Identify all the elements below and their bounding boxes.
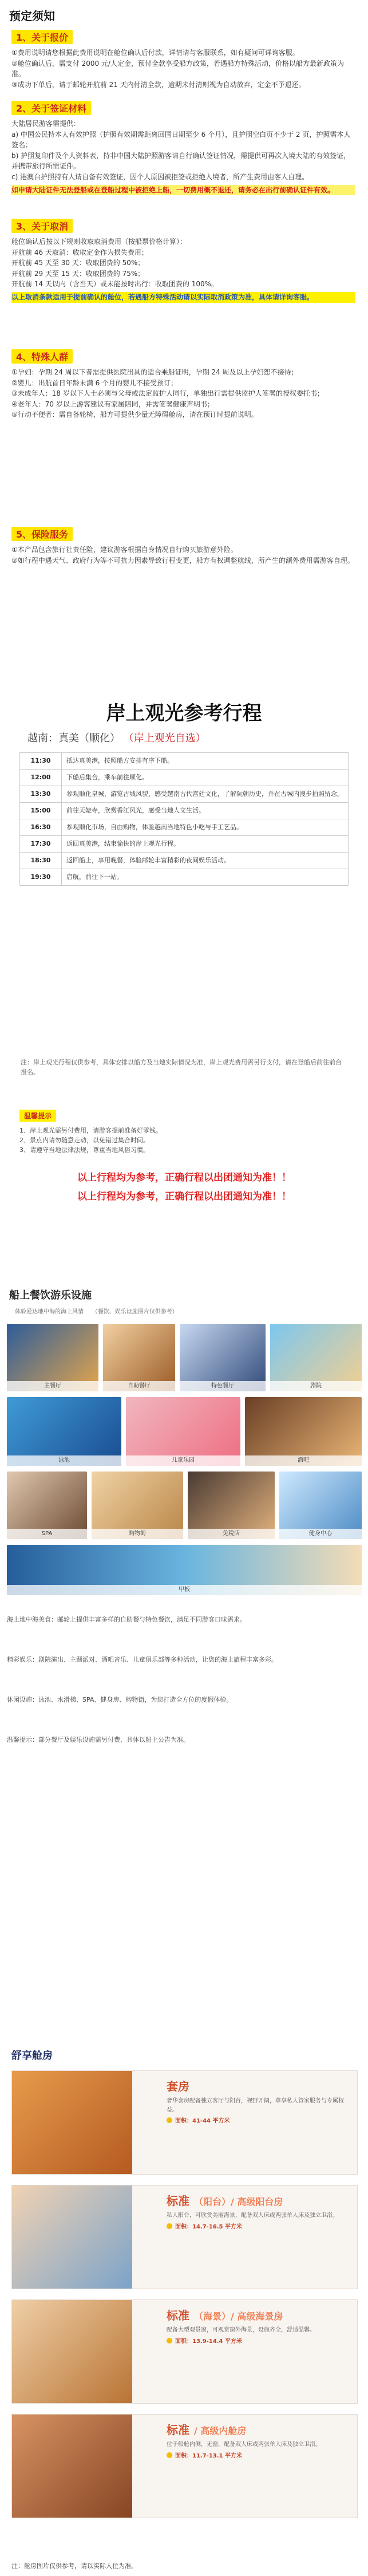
room-name [167,2421,352,2439]
room-text [167,2078,352,2126]
room-description: 私人阳台，可欣赏美丽海景，配备双人床或两张单人床及独立卫浴。 [167,2212,338,2219]
room-name [167,2192,352,2210]
notice-section-label: 3、关于取消 [11,219,73,233]
room-size-text: 面积：14.7-16.5 平方米 [175,2223,242,2230]
room-text [167,2421,352,2460]
itinerary-text: 返回真美港，结束愉快的岸上观光行程。 [62,835,349,852]
size-icon [167,2117,172,2123]
room-photo [12,2415,132,2518]
notice-paragraph: 开航前 29 天至 15 天：收取团费的 75%； [11,269,145,278]
itinerary-subtitle [27,730,206,745]
notice-section-1 [11,30,355,90]
room-name-suffix: （海景）/ 高级海景房 [194,2311,283,2322]
facility-photo-label: 主餐厅 [7,1381,98,1391]
facility-photo-label: SPA [7,1529,87,1539]
notice-paragraph: 开航前 45 天至 30 天：收取团费的 50%； [11,259,145,267]
tip-label: 温馨提示 [19,1110,56,1122]
facilities-subtitle-small: （餐饮、娱乐设施图片仅供参考） [92,1309,178,1315]
room-name-main: 标准 [167,2309,189,2322]
room-name [167,2078,352,2096]
itinerary-row [20,753,349,770]
itinerary-time: 11:30 [20,753,62,770]
itinerary-text: 下船后集合，乘车前往顺化。 [62,769,349,786]
size-icon [167,2338,172,2344]
notice-section-label: 1、关于报价 [11,30,73,44]
facility-photo [7,1324,98,1391]
facility-photo-label: 剧院 [270,1381,362,1391]
tip-item: 1、岸上观光需另付费用，请游客提前准备好零钱。 [19,1127,162,1134]
itinerary-row [20,769,349,786]
itinerary-row [20,802,349,819]
facility-photo-label: 儿童乐园 [126,1455,240,1466]
facility-photo [180,1324,266,1391]
room-card [11,2185,358,2289]
notice-paragraph: ⑤行动不便者：需自备轮椅，船方可提供少量无障碍舱房，请在预订时提前说明。 [11,411,258,419]
itinerary-row [20,819,349,835]
room-photo [12,2300,132,2403]
itinerary-time: 13:30 [20,786,62,802]
room-name-suffix: / 高级内舱房 [194,2425,247,2436]
itinerary-time: 18:30 [20,852,62,869]
facility-photo-label: 健身中心 [279,1529,362,1539]
tip-list [19,1126,349,1155]
facility-photo-label: 自助餐厅 [103,1381,175,1391]
room-card [11,2070,358,2175]
notice-paragraph: ③成功下单后，请于邮轮开航前 21 天内付清全款，逾期未付清则视为自动放弃，定金不予退还。 [11,80,306,89]
facility-photo [188,1472,275,1539]
notice-paragraph: 大陆居民游客需提供： [11,120,81,128]
facility-photo-label: 免税店 [188,1529,275,1539]
notice-paragraph: ①孕妇：孕期 24 周以下者需提供医院出具的适合乘船证明，孕期 24 周及以上孕妇恕不接待； [11,368,298,376]
notice-paragraph: ②如行程中遇天气、政府行为等不可抗力因素导致行程变更，船方有权调整航线，所产生的额外费用需游客自理。 [11,556,354,565]
notice-paragraph: 开航前 14 天以内（含当天）或未能按时出行：收取团费的 100%。 [11,280,219,289]
room-name [167,2307,352,2325]
facilities-paragraph: 温馨提示：部分餐厅及娱乐设施需另付费，具体以船上公告为准。 [7,1736,189,1743]
room-size [167,2452,352,2461]
notice-section-2 [11,101,355,195]
itinerary-text: 启航，前往下一站。 [62,869,349,885]
facility-photo [92,1472,183,1539]
room-name-main: 套房 [167,2080,189,2093]
booking-notice [0,0,368,676]
facilities-paragraph: 海上地中海美食：邮轮上提供丰富多样的自助餐与特色餐饮，满足不同游客口味需求。 [7,1616,246,1623]
room-description: 配备大型观景窗，可观赏窗外海景，设施齐全，舒适温馨。 [167,2327,315,2333]
room-size-text: 面积：11.7-13.1 平方米 [175,2452,242,2459]
notice-paragraph: a) 中国公民持本人有效护照（护照有效期需距离回国日期至少 6 个月），且护照空白页不少于 2 页，护照需本人签名； [11,130,351,149]
itinerary-text: 前往天姥寺，欣赏香江风光，感受当地人文生活。 [62,802,349,819]
facility-photo-label: 购物街 [92,1529,183,1539]
itinerary-title: 岸上观光参考行程 [106,702,262,725]
facilities-subtitle [9,1305,178,1316]
notice-section-label: 2、关于签证材料 [11,101,91,115]
facility-photo-label: 特色餐厅 [180,1381,266,1391]
notice-paragraph: c) 港澳台护照持有人请自备有效签证，因个人原因被拒签或拒绝入境者，所产生费用由客人自理。 [11,172,309,181]
itinerary-time: 12:00 [20,769,62,786]
notice-paragraph: 舱位确认后按以下规则收取取消费用（按船票价格计算）： [11,238,187,246]
notice-paragraph: ①本产品包含旅行社责任险，建议游客根据自身情况自行购买旅游意外险。 [11,546,238,554]
itinerary-warning: 以上行程均为参考，正确行程以出团通知为准！！ [77,1191,291,1202]
facility-photo [279,1472,362,1539]
facility-photo [126,1397,240,1466]
room-size [167,2223,352,2232]
rooms-title: 舒享舱房 [11,2050,53,2062]
room-size-text: 面积：41-44 平方米 [175,2118,230,2124]
notice-paragraph: ③未成年人：18 岁以下人士必须与父母或法定监护人同行，单独出行需提供监护人签署的授权委托书； [11,389,324,398]
notice-paragraph: 开航前 46 天取消：收取定金作为损失费用； [11,248,148,257]
facilities-paragraph: 精彩娱乐：剧院演出、主题派对、酒吧音乐、儿童俱乐部等多种活动，让您的海上旅程丰富多彩。 [7,1656,278,1663]
notice-section-label: 5、保险服务 [11,527,73,541]
facility-photo [7,1545,362,1595]
room-photo [12,2186,132,2289]
room-card [11,2414,358,2518]
room-description: 位于船舱内侧，无窗，配备双人床或两张单人床及独立卫浴。 [167,2441,321,2448]
itinerary-text: 抵达真美港，按照船方安排有序下船。 [62,753,349,770]
facility-photo-label: 泳池 [7,1455,121,1466]
notice-paragraph: ②婴儿：出航首日年龄未满 6 个月的婴儿不接受预订； [11,378,178,387]
size-icon [167,2223,172,2229]
itinerary-time: 16:30 [20,819,62,835]
notice-section-label: 4、特殊人群 [11,349,73,364]
itinerary-tag: （岸上观光自选） [123,732,206,744]
itinerary-city: 越南：真美（顺化） [27,732,120,744]
notice-paragraph: b) 护照复印件及个人资料表，持非中国大陆护照游客请自行确认签证情况，需提供可再次入境大陆的有效签证，并携带旅行所需证件。 [11,151,351,171]
itinerary-text: 参观顺化市场，自由购物，体验越南当地特色小吃与手工艺品。 [62,819,349,835]
facilities-title: 船上餐饮游乐设施 [9,1289,92,1301]
itinerary-table [19,752,349,886]
itinerary-row [20,835,349,852]
itinerary-text: 参观顺化皇城，游览古城风貌，感受越南古代宫廷文化，了解阮朝历史，并在古城内漫步拍照留念。 [62,786,349,802]
notice-title: 预定须知 [9,9,55,23]
notice-paragraph: ④老年人：70 岁以上游客建议有家属陪同，并需签署健康声明书； [11,400,214,408]
facility-photo [7,1472,87,1539]
rooms-footer-note: 注：舱房图片仅供参考，请以实际入住为准。 [11,2562,137,2570]
itinerary-note: 注：岸上观光行程仅供参考，具体安排以船方及当地实际情况为准，岸上观光费用需另行支付，请在登船后前往前台报名。 [21,1059,342,1076]
room-text [167,2307,352,2346]
itinerary-time: 19:30 [20,869,62,885]
itinerary-row [20,852,349,869]
cabin-rooms [0,2033,368,2576]
facility-photo [7,1397,121,1466]
notice-paragraph: ②舱位确认后，需支付 2000 元/人定金，预付全款享受船方政策，若遇船方特殊活动，价格以船方最新政策为准。 [11,59,344,78]
shore-itinerary [0,676,368,1277]
itinerary-text: 返回船上，享用晚餐，体验邮轮丰富精彩的夜间娱乐活动。 [62,852,349,869]
facility-photo [270,1324,362,1391]
room-size [167,2337,352,2346]
facility-photo [245,1397,362,1466]
itinerary-row [20,869,349,885]
itinerary-warning: 以上行程均为参考，正确行程以出团通知为准！！ [77,1172,291,1184]
facilities-subtitle-main: 体验爱达地中海的海上风情 [15,1309,84,1315]
room-size-text: 面积：13.9-14.4 平方米 [175,2338,242,2345]
tip-item: 3、请遵守当地法律法规，尊重当地风俗习惯。 [19,1146,149,1154]
notice-section-4 [11,349,355,420]
facility-photo [103,1324,175,1391]
room-description: 奢华套房配备独立客厅与阳台，视野开阔，尊享私人管家服务与专属权益。 [167,2098,344,2113]
size-icon [167,2452,172,2458]
tip-item: 2、景点内请勿随意走动，以免错过集合时间。 [19,1137,149,1145]
room-photo [12,2071,132,2174]
notice-section-3 [11,219,355,303]
room-card [11,2299,358,2404]
notice-section-5 [11,527,355,566]
itinerary-time: 15:00 [20,802,62,819]
room-size [167,2117,352,2126]
notice-highlight: 如申请大陆证件无法登船或在登船过程中被拒绝上船，一切费用概不退还，请务必在出行前确认证件有效。 [11,185,355,196]
ship-facilities [0,1277,368,2033]
facilities-paragraph: 休闲设施：泳池、水滑梯、SPA、健身房、购物街，为您打造全方位的度假体验。 [7,1696,233,1703]
notice-paragraph: ①费用说明请您根据此费用说明在舱位确认后付款，详情请与客服联系，如有疑问可详询客服。 [11,49,299,57]
room-name-main: 标准 [167,2194,189,2208]
facility-photo-label: 酒吧 [245,1455,362,1466]
room-name-suffix: （阳台）/ 高级阳台房 [194,2196,283,2207]
itinerary-time: 17:30 [20,835,62,852]
room-text [167,2192,352,2231]
itinerary-row [20,786,349,802]
room-name-main: 标准 [167,2423,189,2437]
notice-highlight: 以上取消条款适用于提前确认的舱位，若遇船方特殊活动请以实际取消政策为准，具体请详询客服。 [11,292,355,303]
facility-photo-label: 甲板 [7,1585,362,1595]
